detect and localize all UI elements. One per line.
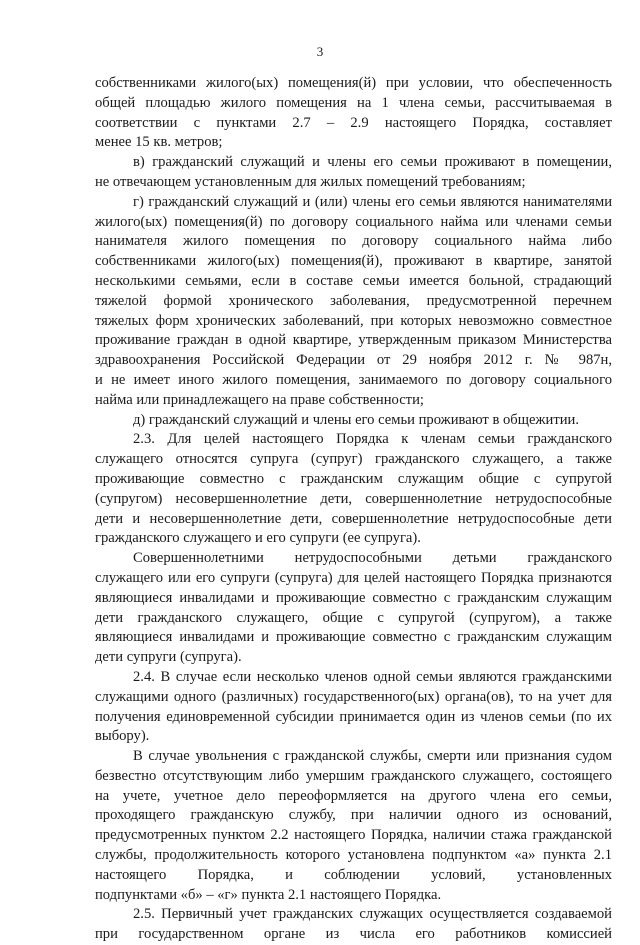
- text-line: настоящего Порядка, и соблюдении условий, установленных: [95, 866, 612, 883]
- text-line: дети гражданского служащего, общие с супругой (супругом), а также: [95, 609, 612, 626]
- text-line: в) гражданский служащий и члены его семьи проживают в помещении,: [133, 154, 612, 171]
- text-line: 2.4. В случае если несколько членов одной семьи являются гражданскими: [133, 668, 612, 685]
- text-line: Совершеннолетними нетрудоспособными детьми гражданского: [133, 550, 612, 567]
- text-line: общей площадью жилого помещения на 1 члена семьи, рассчитываемая в: [95, 94, 612, 111]
- text-line: несколькими семьями, если в составе семьи имеется больной, страдающий: [95, 272, 612, 289]
- text-line: д) гражданский служащий и члены его семьи проживают в общежитии.: [133, 411, 579, 428]
- text-line: при государственном органе из числа его работников комиссией: [95, 926, 612, 943]
- text-line: г) гражданский служащий и (или) члены его семьи являются нанимателями: [133, 193, 612, 210]
- text-line: выбору).: [95, 728, 150, 745]
- text-line: соответствии с пунктами 2.7 – 2.9 настоящего Порядка, составляет: [95, 114, 612, 131]
- text-line: проживание граждан в одной квартире, утвержденным приказом Министерства: [95, 332, 612, 349]
- text-line: дети и несовершеннолетние дети, совершеннолетние нетрудоспособные дети: [95, 510, 612, 527]
- text-line: жилого(ых) помещения(й) по договору социального найма или членами семьи: [95, 213, 612, 230]
- text-line: 2.3. Для целей настоящего Порядка к членам семьи гражданского: [133, 431, 612, 448]
- document-body: [95, 74, 612, 945]
- text-line: тяжелых форм хронических заболеваний, при которых невозможно совместное: [95, 312, 612, 329]
- text-line: предусмотренных пунктом 2.2 настоящего Порядка, наличии стажа гражданской: [95, 827, 612, 844]
- text-line: не отвечающем установленным для жилых помещений требованиям;: [95, 173, 526, 190]
- text-line: подпунктами «б» – «г» пункта 2.1 настоящего Порядка.: [95, 886, 442, 903]
- text-line: (супругом) несовершеннолетние дети, совершеннолетние нетрудоспособные: [95, 490, 612, 507]
- text-line: тяжелой формой хронического заболевания, предусмотренной перечнем: [95, 292, 612, 309]
- text-line: найма или принадлежащего на праве собственности;: [95, 391, 424, 408]
- text-line: служащего или его супруги (супруга) для целей настоящего Порядка признаются: [95, 569, 612, 586]
- page-number: 3: [316, 44, 324, 59]
- text-line: менее 15 кв. метров;: [95, 134, 223, 151]
- text-line: безвестно отсутствующим либо умершим гражданского служащего, состоящего: [95, 767, 612, 784]
- text-line: гражданского служащего и его супруги (ее супруга).: [95, 530, 421, 547]
- text-line: дети супруги (супруга).: [95, 649, 242, 666]
- text-line: В случае увольнения с гражданской службы, смерти или признания судом: [133, 748, 612, 765]
- text-line: службы, продолжительность которого установлена подпунктом «а» пункта 2.1: [95, 847, 612, 864]
- text-line: служащего относятся супруга (супруг) гражданского служащего, а также: [95, 451, 612, 468]
- text-line: являющиеся инвалидами и проживающие совместно с гражданским служащим: [95, 589, 612, 606]
- text-line: получения единовременной субсидии принимается один из членов семьи (по их: [95, 708, 612, 725]
- text-line: проходящего гражданскую службу, при наличии одного из оснований,: [95, 807, 612, 824]
- text-line: проживающие совместно с гражданским служащим общие с супругой: [95, 470, 612, 487]
- text-line: на учете, учетное дело переоформляется на другого члена его семьи,: [95, 787, 612, 804]
- text-line: собственниками жилого(ых) помещения(й), проживают в квартире, занятой: [95, 253, 612, 270]
- text-line: нанимателя жилого помещения по договору социального найма либо: [95, 233, 612, 250]
- text-line: служащими одного (различных) государственного(ых) органа(ов), то на учет для: [95, 688, 612, 705]
- text-line: 2.5. Первичный учет гражданских служащих осуществляется создаваемой: [133, 906, 612, 923]
- text-line: здравоохранения Российской Федерации от 29 ноября 2012 г. № 987н,: [95, 352, 612, 369]
- text-line: и не имеет иного жилого помещения, занимаемого по договору социального: [95, 371, 612, 388]
- text-line: собственниками жилого(ых) помещения(й) при условии, что обеспеченность: [95, 75, 612, 91]
- text-line: являющиеся инвалидами и проживающие совместно с гражданским служащим: [95, 629, 612, 646]
